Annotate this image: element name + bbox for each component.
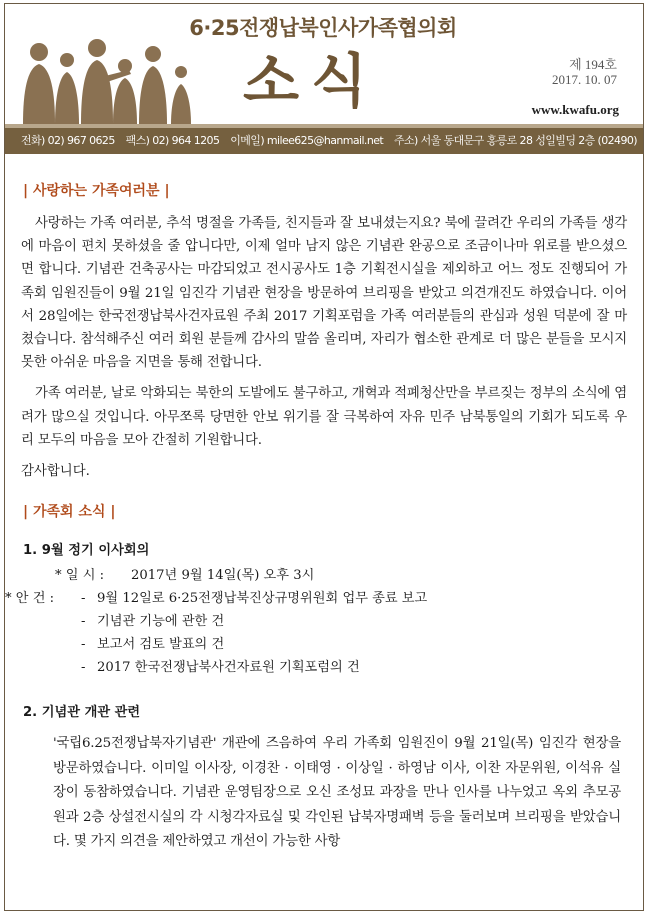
memorial-visit-paragraph: '국립6.25전쟁납북자기념관' 개관에 즈음하여 우리 가족회 임원진이 9월 21일(목) 임진각 현장을 방문하였습니다. 이미일 이사장, 이경찬 · 이태영 · 이상일 · 하영남 이사, 이찬 자문위원, 이석유 실장이 동참하였습니다. 기념관 운영팀장으로 오신 조성묘 과장을 만나 인사를 나누었고 옥외 추모공원과 2층 상설전시실의 각 시청각자료실 및 각인된 납북자명패벽 등을 둘러보며 브리핑을 받았습니다. 몇 가지 의견을 제안하였고 개선이 가능한 사항 (53, 736, 621, 850)
agenda-item-text: 보고서 검토 발표의 건 (97, 637, 225, 653)
organization-name: 6·25전쟁납북인사가족협의회 (189, 16, 457, 40)
letter-closing: 감사합니다. (21, 464, 90, 480)
meeting-agenda (5, 587, 643, 679)
contact-bar (5, 124, 643, 154)
meeting-date-row (55, 564, 643, 587)
contact-phone: 전화) 02) 967 0625 (21, 134, 115, 147)
meeting-date-value: 2017년 9월 14일(목) 오후 3시 (131, 568, 315, 584)
news-item-title-2: 2. 기념관 개관 관련 (23, 705, 141, 721)
newsletter-page (4, 3, 644, 911)
section-heading-family-news: | 가족회 소식 | (23, 504, 116, 521)
agenda-item: - 기념관 기능에 관한 건 (81, 614, 225, 630)
agenda-item-text: 기념관 기능에 관한 건 (97, 614, 225, 630)
issue-number: 제 194호 (569, 57, 617, 72)
agenda-item-text: 9월 12일로 6·25전쟁납북진상규명위원회 업무 종료 보고 (97, 591, 428, 607)
masthead (5, 4, 643, 124)
letter-paragraph-1: 사랑하는 가족 여러분, 추석 명절을 가족들, 친지들과 잘 보내셨는지요? 북에 끌려간 우리의 가족들 생각에 마음이 편치 못하셨을 줄 압니다만, 이제 얼마 남지 않은 기념관 완공으로 조금이나마 위로를 받으셨으면 합니다. 기념관 건축공사는 마감되었고 전시공사도 1층 기획전시실을 제외하고 어느 정도 진행되어 가족회 임원진들이 9월 21일 임진각 기념관 현장을 방문하여 브리핑을 받았고 의견개진도 하였습니다. 이어서 28일에는 한국전쟁납북사건자료원 주최 2017 기획포럼을 가족 여러분들의 관심과 성원 덕분에 잘 마쳤습니다. 참석해주신 여러 회원 분들께 감사의 말씀 올리며, 자리가 협소한 관계로 더 많은 분들을 모시지 못한 아쉬운 마음을 지면을 통해 전합니다. (21, 216, 627, 371)
agenda-label: * 안 건 : (5, 591, 55, 607)
website-link[interactable]: www.kwafu.org (531, 102, 619, 117)
agenda-item: - 보고서 검토 발표의 건 (81, 637, 225, 653)
issue-date: 2017. 10. 07 (552, 72, 617, 87)
contact-address: 주소) 서울 동대문구 홍릉로 28 성일빌딩 2층 (02490) (393, 134, 637, 147)
news-item-title-1: 1. 9월 정기 이사회의 (23, 543, 150, 559)
agenda-item: * 안 건 : - 9월 12일로 6·25전쟁납북진상규명위원회 업무 종료 보고 (5, 587, 643, 610)
agenda-item: - 2017 한국전쟁납북사건자료원 기획포럼의 건 (81, 660, 360, 676)
section-heading-dear-families: | 사랑하는 가족여러분 | (23, 183, 170, 199)
contact-fax: 팩스) 02) 964 1205 (125, 134, 220, 147)
agenda-item-text: 2017 한국전쟁납북사건자료원 기획포럼의 건 (97, 660, 360, 676)
letter-paragraph-2: 가족 여러분, 날로 악화되는 북한의 도발에도 불구하고, 개혁과 적폐청산만을 부르짖는 정부의 소식에 염려가 많으실 것입니다. 아무쪼록 당면한 안보 위기를 잘 극복하여 자유 민주 남북통일의 기회가 되도록 우리 모두의 마음을 모아 간절히 기원합니다. (21, 386, 627, 448)
contact-email[interactable]: 이메일) milee625@hanmail.net (230, 134, 384, 147)
newsletter-title: 소식 (243, 47, 380, 115)
meeting-date-label: * 일 시 : (55, 568, 105, 584)
